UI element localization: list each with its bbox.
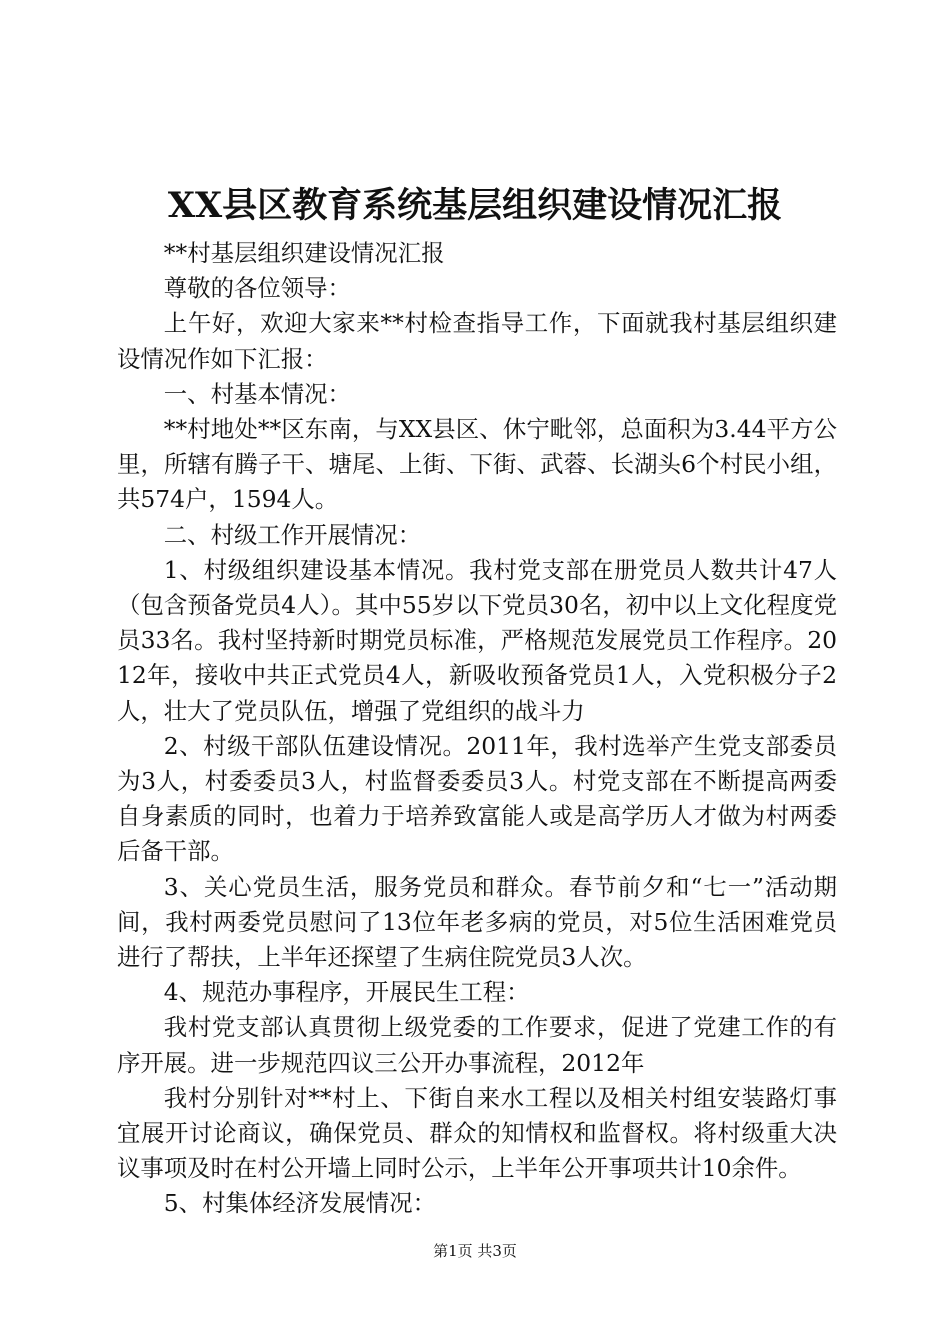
paragraph-item-5-heading: 5、村集体经济发展情况： [163, 1189, 436, 1218]
paragraph-item-2: 2、村级干部队伍建设情况。2011年，我村选举产生党支部委员为3人，村委委员3人，村监督委委员3人。村党支部在不断提高两委自身素质的同时，也着力于培养致富能人或是高学历人才做为村两委后备干部。 [117, 731, 837, 866]
document-title: XX县区教育系统基层组织建设情况汇报 [167, 185, 783, 226]
paragraph-greeting: 上午好，欢迎大家来**村检查指导工作，下面就我村基层组织建设情况作如下汇报： [117, 309, 837, 373]
paragraph-section-2-heading: 二、村级工作开展情况： [163, 520, 422, 549]
paragraph-village-basic-info: **村地处**区东南，与XX县区、休宁毗邻，总面积为3.44平方公里，所辖有腾子干、塘尾、上街、下街、武蓉、长湖头6个村民小组，共574户，1594人。 [117, 415, 837, 514]
paragraph-subtitle: **村基层组织建设情况汇报 [163, 239, 445, 267]
paragraph-item-4-body-b: 我村分别针对**村上、下街自来水工程以及相关村组安装路灯事宜展开讨论商议，确保党员、群众的知情权和监督权。将村级重大决议事项及时在村公开墙上同时公示，上半年公开事项共计10余件。 [117, 1083, 837, 1183]
paragraph-salutation: 尊敬的各位领导： [163, 274, 351, 303]
document-body [117, 236, 837, 1222]
paragraph-item-4-heading: 4、规范办事程序，开展民生工程： [163, 978, 530, 1007]
page-number-footer: 第1页 共3页 [433, 1242, 517, 1260]
paragraph-section-1-heading: 一、村基本情况： [163, 379, 351, 408]
paragraph-item-3: 3、关心党员生活，服务党员和群众。春节前夕和“七一”活动期间，我村两委党员慰问了13位年老多病的党员，对5位生活困难党员进行了帮扶，上半年还探望了生病住院党员3人次。 [117, 872, 837, 972]
paragraph-item-4-body-a: 我村党支部认真贯彻上级党委的工作要求，促进了党建工作的有序开展。进一步规范四议三公开办事流程，2012年 [117, 1013, 837, 1077]
paragraph-item-1: 1、村级组织建设基本情况。我村党支部在册党员人数共计47人（包含预备党员4人）。其中55岁以下党员30名，初中以上文化程度党员33名。我村坚持新时期党员标准，严格规范发展党员工作程序。2012年，接收中共正式党员4人，新吸收预备党员1人，入党积极分子2人，壮大了党员队伍，增强了党组织的战斗力 [117, 555, 837, 725]
